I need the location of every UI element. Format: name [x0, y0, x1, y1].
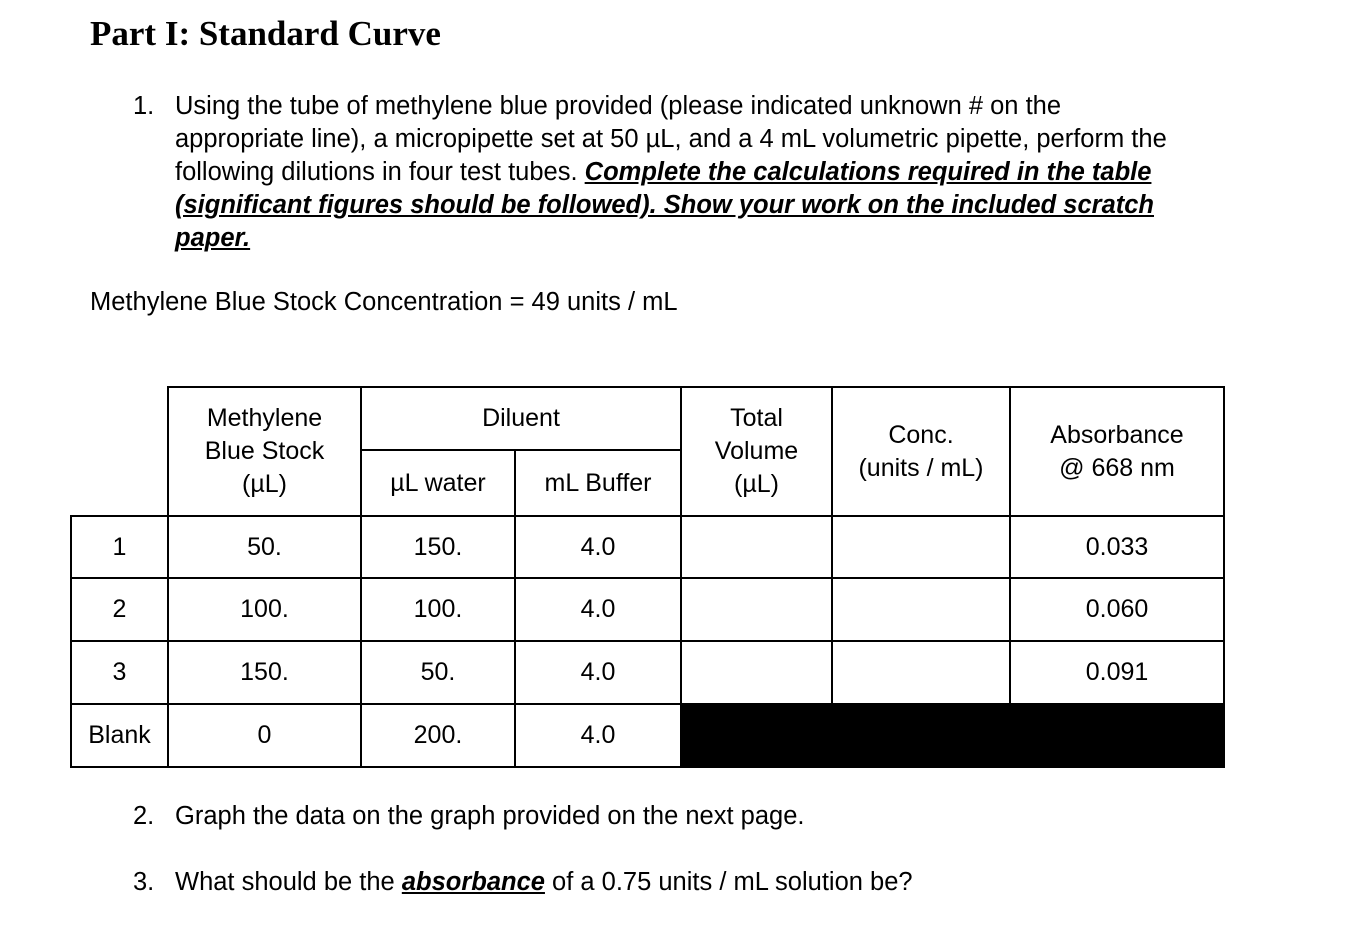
header-abs-line-1: Absorbance: [1050, 420, 1184, 449]
cell-concentration: [832, 578, 1010, 641]
header-total-line-2: Volume: [714, 437, 799, 465]
row-label: Blank: [71, 704, 168, 767]
question-2-number: 2.: [133, 802, 155, 830]
cell-absorbance: 0.033: [1010, 516, 1224, 578]
header-buffer: mL Buffer: [515, 450, 681, 516]
header-total-volume: [681, 387, 832, 516]
cell-water: 150.: [361, 516, 515, 578]
cell-water: 100.: [361, 578, 515, 641]
cell-absorbance: 0.091: [1010, 641, 1224, 704]
header-blank-corner: [71, 387, 168, 516]
header-conc-line-2: (units / mL): [858, 453, 984, 482]
row-label: 3: [71, 641, 168, 704]
row-label: 2: [71, 578, 168, 641]
table-row: [71, 641, 1224, 704]
table-row: [71, 578, 1224, 641]
cell-absorbance: 0.060: [1010, 578, 1224, 641]
header-stock-line-3: (µL): [242, 470, 287, 498]
cell-buffer: 4.0: [515, 641, 681, 704]
cell-buffer: 4.0: [515, 704, 681, 767]
header-conc-line-1: Conc.: [888, 420, 954, 449]
header-absorbance: [1010, 387, 1224, 516]
question-1-body: Using the tube of methylene blue provided (please indicated unknown # on the appropriate line), a micropipette set at 50 µL, and a 4 mL volumetric pipette, perform the following dilutions in four test tubes.: [175, 92, 1167, 186]
header-concentration: [832, 387, 1010, 516]
header-abs-line-2: @ 668 nm: [1059, 453, 1175, 482]
cell-water: 200.: [361, 704, 515, 767]
question-2-text: Graph the data on the graph provided on the next page.: [175, 802, 805, 830]
cell-buffer: 4.0: [515, 578, 681, 641]
cell-buffer: 4.0: [515, 516, 681, 578]
cell-concentration: [832, 641, 1010, 704]
dilution-table: [70, 386, 1225, 768]
question-3-text-before: What should be the: [175, 868, 402, 896]
question-3-text-after: of a 0.75 units / mL solution be?: [544, 868, 913, 896]
header-stock: [168, 387, 361, 516]
table-row: [71, 704, 1224, 767]
cell-total-volume: [681, 516, 832, 578]
cell-stock: 0: [168, 704, 361, 767]
cell-stock: 50.: [168, 516, 361, 578]
question-3-number: 3.: [133, 868, 155, 896]
cell-total-volume: [681, 641, 832, 704]
row-label: 1: [71, 516, 168, 578]
header-total-line-1: Total: [730, 404, 783, 432]
header-total-line-3: (µL): [734, 470, 779, 498]
page-title: Part I: Standard Curve: [90, 14, 441, 53]
header-stock-line-1: Methylene: [206, 404, 323, 432]
header-water: µL water: [361, 450, 515, 516]
question-1-emphasis: Complete the calculations required in the table (significant figures should be followed). Show your work on the included scratch paper.: [175, 158, 1154, 252]
question-3-emphasis: absorbance: [401, 868, 545, 896]
header-diluent: Diluent: [361, 387, 681, 450]
question-2: [133, 802, 804, 831]
question-1-text: [175, 90, 1193, 255]
question-1-number: 1.: [133, 92, 155, 120]
stock-concentration: Methylene Blue Stock Concentration = 49 units / mL: [90, 288, 678, 316]
cell-total-volume: [681, 578, 832, 641]
cell-stock: 100.: [168, 578, 361, 641]
question-1: [133, 90, 1193, 255]
blacked-out-cells: [681, 704, 1224, 767]
table-row: [71, 516, 1224, 578]
cell-water: 50.: [361, 641, 515, 704]
cell-stock: 150.: [168, 641, 361, 704]
question-3: [133, 868, 913, 897]
cell-concentration: [832, 516, 1010, 578]
header-stock-line-2: Blue Stock: [204, 437, 325, 465]
